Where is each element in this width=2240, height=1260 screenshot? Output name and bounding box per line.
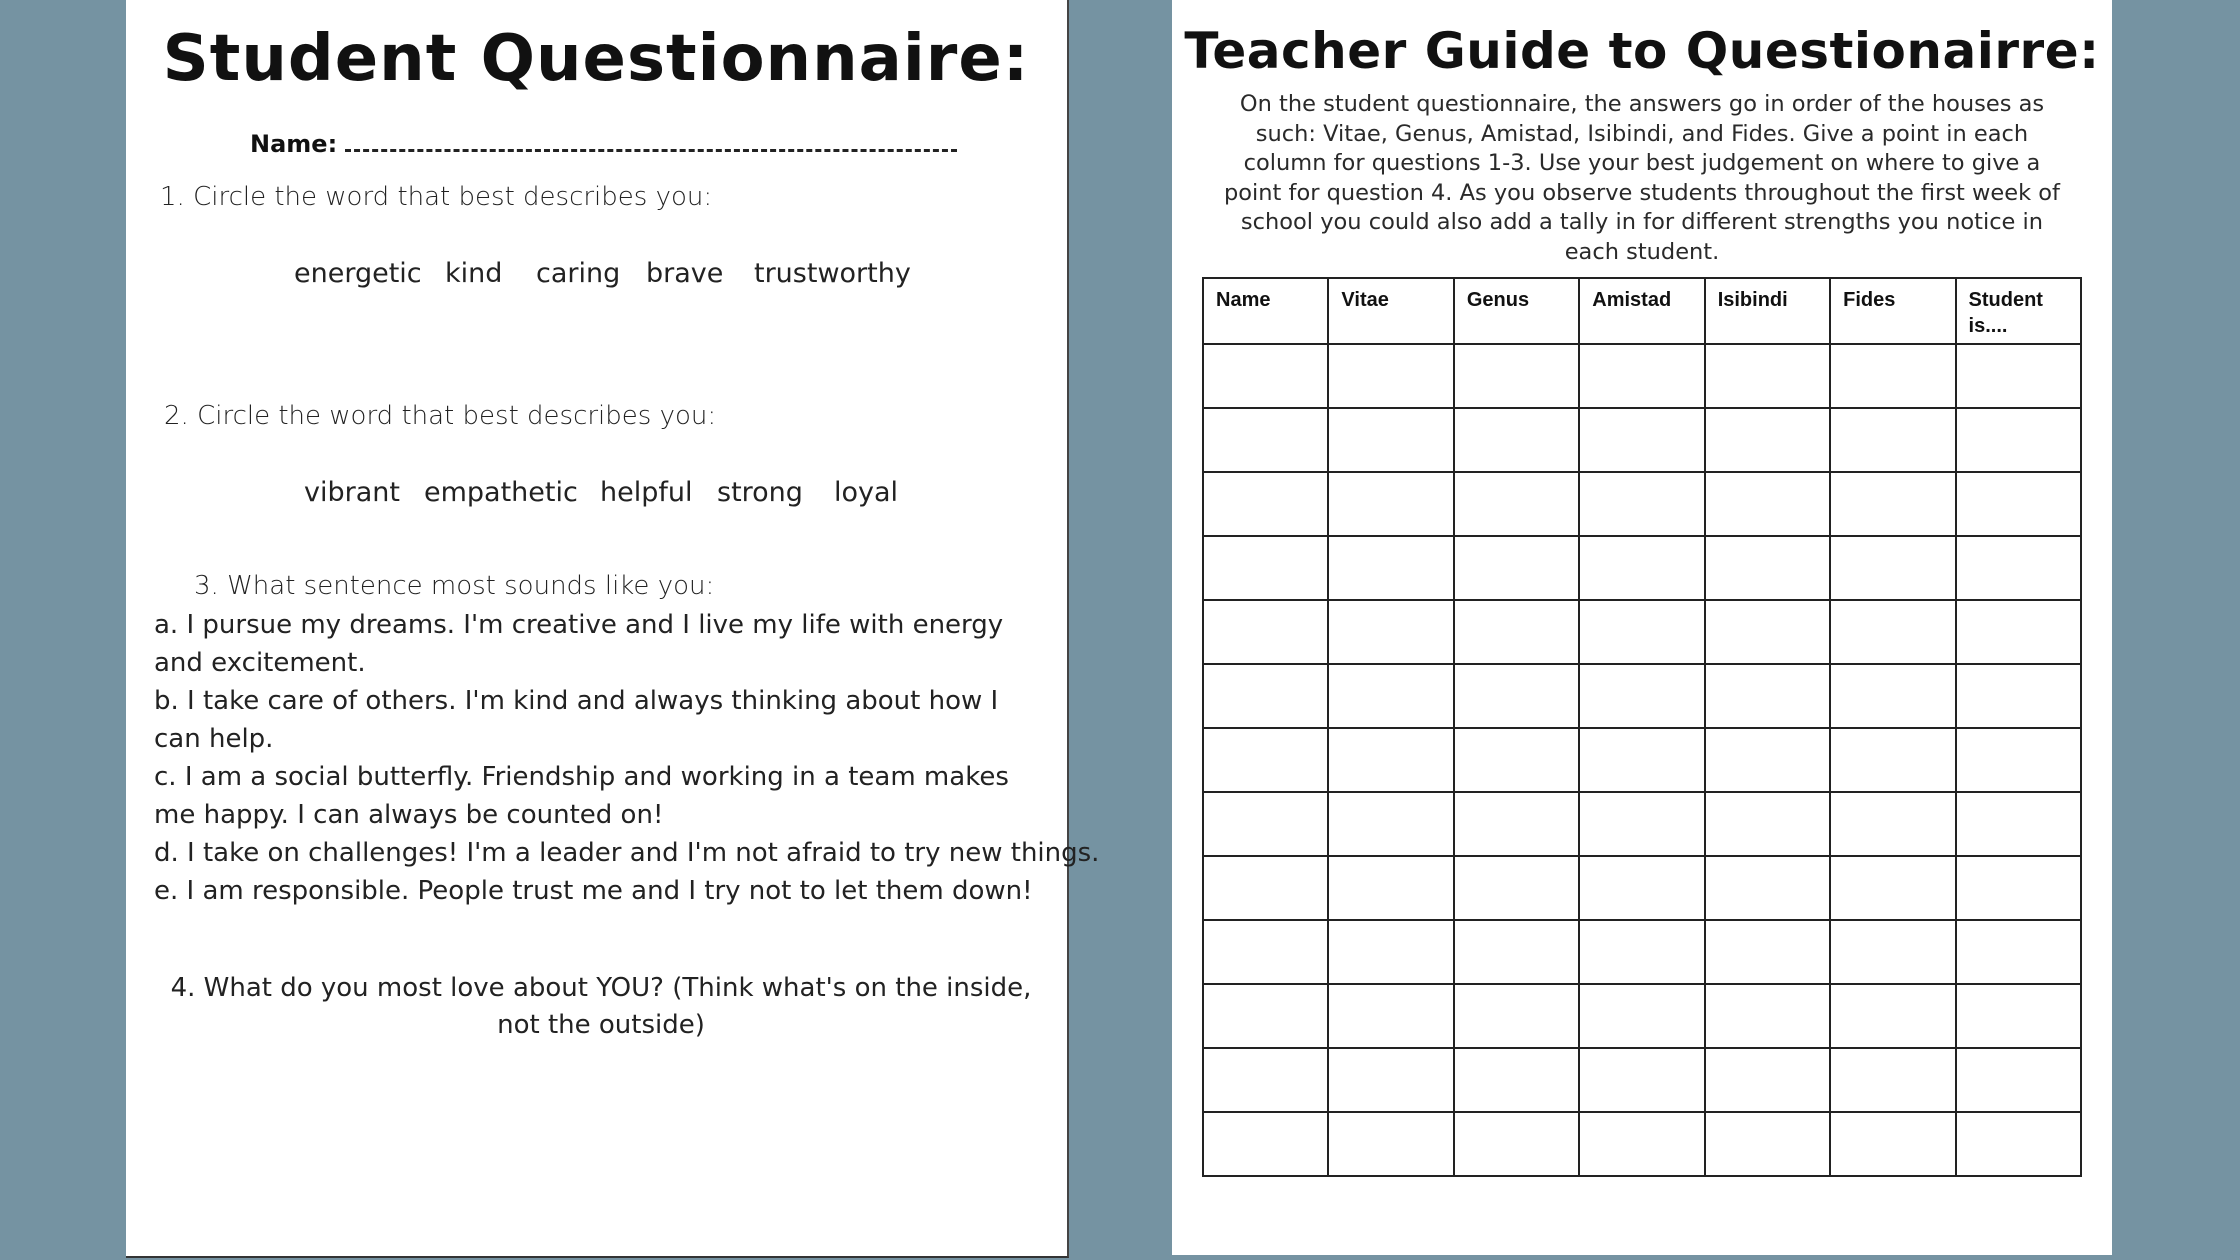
column-header-name: Name bbox=[1203, 278, 1328, 344]
q1-option-kind[interactable]: kind bbox=[445, 258, 503, 289]
table-cell[interactable] bbox=[1203, 1048, 1328, 1112]
table-cell[interactable] bbox=[1579, 344, 1704, 408]
table-cell[interactable] bbox=[1454, 472, 1579, 536]
table-cell[interactable] bbox=[1705, 1048, 1830, 1112]
column-header-vitae: Vitae bbox=[1328, 278, 1453, 344]
table-cell[interactable] bbox=[1705, 728, 1830, 792]
table-cell[interactable] bbox=[1705, 1112, 1830, 1176]
table-cell[interactable] bbox=[1203, 408, 1328, 472]
table-cell[interactable] bbox=[1579, 792, 1704, 856]
question-3-prompt: 3. What sentence most sounds like you: bbox=[194, 571, 715, 601]
table-cell[interactable] bbox=[1328, 472, 1453, 536]
student-questionnaire-title: Student Questionnaire: bbox=[162, 22, 1030, 96]
table-cell[interactable] bbox=[1203, 600, 1328, 664]
table-cell[interactable] bbox=[1454, 1048, 1579, 1112]
table-cell[interactable] bbox=[1328, 600, 1453, 664]
table-cell[interactable] bbox=[1705, 472, 1830, 536]
table-cell[interactable] bbox=[1203, 472, 1328, 536]
table-cell[interactable] bbox=[1579, 856, 1704, 920]
table-cell[interactable] bbox=[1454, 344, 1579, 408]
table-cell[interactable] bbox=[1454, 984, 1579, 1048]
q2-option-empathetic[interactable]: empathetic bbox=[424, 477, 578, 508]
table-cell[interactable] bbox=[1454, 920, 1579, 984]
table-cell[interactable] bbox=[1956, 984, 2081, 1048]
column-header-amistad: Amistad bbox=[1579, 278, 1704, 344]
table-cell[interactable] bbox=[1705, 856, 1830, 920]
table-cell[interactable] bbox=[1956, 856, 2081, 920]
table-cell[interactable] bbox=[1956, 536, 2081, 600]
table-row bbox=[1203, 536, 2081, 600]
table-cell[interactable] bbox=[1579, 600, 1704, 664]
table-cell[interactable] bbox=[1705, 920, 1830, 984]
table-row bbox=[1203, 408, 2081, 472]
column-header-fides: Fides bbox=[1830, 278, 1955, 344]
table-cell[interactable] bbox=[1956, 920, 2081, 984]
table-cell[interactable] bbox=[1830, 856, 1955, 920]
q2-option-strong[interactable]: strong bbox=[717, 477, 803, 508]
teacher-guide-title: Teacher Guide to Questionairre: bbox=[1184, 22, 2100, 80]
table-cell[interactable] bbox=[1830, 344, 1955, 408]
table-row bbox=[1203, 472, 2081, 536]
table-cell[interactable] bbox=[1328, 344, 1453, 408]
table-cell[interactable] bbox=[1830, 1112, 1955, 1176]
name-field-row bbox=[250, 130, 957, 158]
table-cell[interactable] bbox=[1203, 984, 1328, 1048]
column-header-isibindi: Isibindi bbox=[1705, 278, 1830, 344]
table-row bbox=[1203, 344, 2081, 408]
table-cell[interactable] bbox=[1830, 920, 1955, 984]
table-cell[interactable] bbox=[1579, 408, 1704, 472]
table-cell[interactable] bbox=[1705, 536, 1830, 600]
table-cell[interactable] bbox=[1203, 536, 1328, 600]
table-cell[interactable] bbox=[1956, 664, 2081, 728]
table-row bbox=[1203, 856, 2081, 920]
q1-option-brave[interactable]: brave bbox=[646, 258, 724, 289]
table-cell[interactable] bbox=[1454, 728, 1579, 792]
table-cell[interactable] bbox=[1328, 408, 1453, 472]
table-cell[interactable] bbox=[1454, 792, 1579, 856]
table-cell[interactable] bbox=[1454, 856, 1579, 920]
table-cell[interactable] bbox=[1579, 984, 1704, 1048]
table-cell[interactable] bbox=[1956, 344, 2081, 408]
table-cell[interactable] bbox=[1328, 792, 1453, 856]
q2-option-vibrant[interactable]: vibrant bbox=[304, 477, 400, 508]
name-blank-line[interactable] bbox=[345, 135, 957, 152]
table-cell[interactable] bbox=[1956, 792, 2081, 856]
table-cell[interactable] bbox=[1956, 1048, 2081, 1112]
q1-option-trustworthy[interactable]: trustworthy bbox=[754, 258, 911, 289]
table-cell[interactable] bbox=[1454, 664, 1579, 728]
table-cell[interactable] bbox=[1579, 728, 1704, 792]
table-cell[interactable] bbox=[1830, 472, 1955, 536]
table-cell[interactable] bbox=[1203, 728, 1328, 792]
table-cell[interactable] bbox=[1328, 536, 1453, 600]
table-cell[interactable] bbox=[1454, 600, 1579, 664]
question-2-prompt: 2. Circle the word that best describes you: bbox=[164, 401, 717, 431]
table-cell[interactable] bbox=[1830, 664, 1955, 728]
column-header-student-is: Student is.... bbox=[1956, 278, 2081, 344]
table-row bbox=[1203, 792, 2081, 856]
table-cell[interactable] bbox=[1830, 600, 1955, 664]
table-cell[interactable] bbox=[1203, 792, 1328, 856]
table-cell[interactable] bbox=[1705, 984, 1830, 1048]
table-cell[interactable] bbox=[1454, 536, 1579, 600]
teacher-guide-instructions: On the student questionnaire, the answers go in order of the houses as such: Vitae, Genus, Amistad, Isibindi, and Fides. Give a point in each column for questions 1-3. Use your best judgement on where to give a point for question 4. As you observe students throughout the first week of school you could also add a tally in for different strengths you notice in each student. bbox=[1224, 91, 2060, 265]
table-cell[interactable] bbox=[1328, 984, 1453, 1048]
table-cell[interactable] bbox=[1830, 792, 1955, 856]
table-body bbox=[1203, 344, 2081, 1176]
table-row bbox=[1203, 920, 2081, 984]
table-row bbox=[1203, 1112, 2081, 1176]
table-cell[interactable] bbox=[1579, 1048, 1704, 1112]
table-cell[interactable] bbox=[1203, 344, 1328, 408]
table-cell[interactable] bbox=[1579, 536, 1704, 600]
table-cell[interactable] bbox=[1203, 1112, 1328, 1176]
table-cell[interactable] bbox=[1579, 920, 1704, 984]
q3-option-c[interactable]: c. I am a social butterfly. Friendship and working in a team makes me happy. I can always be counted on! bbox=[154, 762, 1009, 830]
table-cell[interactable] bbox=[1705, 792, 1830, 856]
q1-option-caring[interactable]: caring bbox=[536, 258, 621, 289]
q3-option-e[interactable]: e. I am responsible. People trust me and I try not to let them down! bbox=[154, 876, 1033, 906]
table-cell[interactable] bbox=[1956, 472, 2081, 536]
table-cell[interactable] bbox=[1203, 856, 1328, 920]
teacher-guide-page bbox=[1172, 0, 2112, 1255]
table-cell[interactable] bbox=[1830, 984, 1955, 1048]
table-cell[interactable] bbox=[1579, 1112, 1704, 1176]
table-cell[interactable] bbox=[1830, 728, 1955, 792]
q1-option-energetic[interactable]: energetic bbox=[294, 258, 422, 289]
table-row bbox=[1203, 664, 2081, 728]
table-cell[interactable] bbox=[1705, 600, 1830, 664]
q3-option-a[interactable]: a. I pursue my dreams. I'm creative and I live my life with energy and excitement. bbox=[154, 610, 1004, 678]
table-cell[interactable] bbox=[1454, 1112, 1579, 1176]
table-cell[interactable] bbox=[1830, 408, 1955, 472]
table-cell[interactable] bbox=[1328, 664, 1453, 728]
question-4-prompt: 4. What do you most love about YOU? (Think what's on the inside, not the outside) bbox=[170, 973, 1032, 1040]
table-cell[interactable] bbox=[1579, 664, 1704, 728]
name-label: Name: bbox=[250, 130, 338, 158]
question-1-prompt: 1. Circle the word that best describes you: bbox=[160, 182, 713, 212]
q3-option-d[interactable]: d. I take on challenges! I'm a leader and I'm not afraid to try new things. bbox=[154, 838, 1100, 868]
table-cell[interactable] bbox=[1203, 920, 1328, 984]
table-cell[interactable] bbox=[1328, 728, 1453, 792]
table-cell[interactable] bbox=[1830, 536, 1955, 600]
table-cell[interactable] bbox=[1705, 344, 1830, 408]
student-questionnaire-page bbox=[126, 0, 1100, 1258]
q2-option-loyal[interactable]: loyal bbox=[834, 477, 899, 508]
table-cell[interactable] bbox=[1956, 600, 2081, 664]
table-cell[interactable] bbox=[1830, 1048, 1955, 1112]
q2-option-helpful[interactable]: helpful bbox=[600, 477, 693, 508]
table-cell[interactable] bbox=[1956, 408, 2081, 472]
table-cell[interactable] bbox=[1705, 408, 1830, 472]
table-cell[interactable] bbox=[1579, 472, 1704, 536]
table-row bbox=[1203, 600, 2081, 664]
house-tally-table bbox=[1202, 277, 2082, 1177]
table-row bbox=[1203, 728, 2081, 792]
table-cell[interactable] bbox=[1956, 1112, 2081, 1176]
table-cell[interactable] bbox=[1203, 664, 1328, 728]
table-cell[interactable] bbox=[1328, 1048, 1453, 1112]
table-cell[interactable] bbox=[1328, 920, 1453, 984]
table-row bbox=[1203, 1048, 2081, 1112]
table-cell[interactable] bbox=[1328, 1112, 1453, 1176]
table-cell[interactable] bbox=[1454, 408, 1579, 472]
table-header-row bbox=[1203, 278, 2081, 344]
table-cell[interactable] bbox=[1705, 664, 1830, 728]
table-row bbox=[1203, 984, 2081, 1048]
table-cell[interactable] bbox=[1956, 728, 2081, 792]
column-header-genus: Genus bbox=[1454, 278, 1579, 344]
q3-option-b[interactable]: b. I take care of others. I'm kind and always thinking about how I can help. bbox=[154, 686, 999, 754]
table-cell[interactable] bbox=[1328, 856, 1453, 920]
